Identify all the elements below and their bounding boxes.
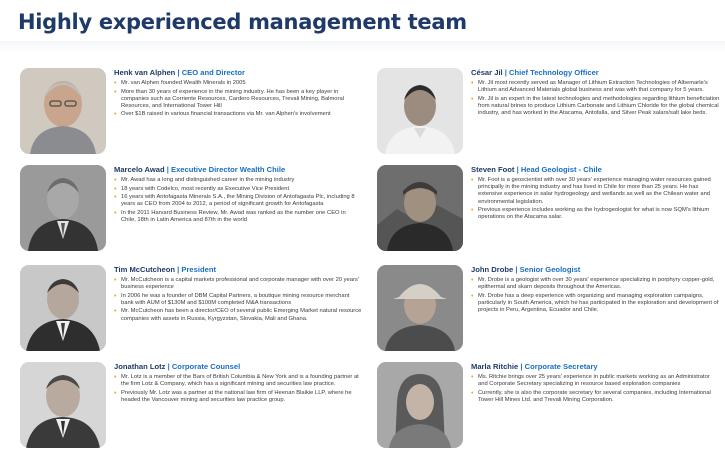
- person-role: Chief Technology Officer: [509, 68, 599, 77]
- bullet-icon: •: [114, 209, 117, 217]
- bullet-icon: •: [471, 95, 474, 103]
- portrait-photo: [20, 362, 106, 448]
- bullet-icon: •: [114, 88, 117, 96]
- bullet-icon: •: [471, 80, 474, 87]
- bio-bullet: • Ms. Ritchie brings over 25 years' experience in public markets working as an Administrator and Corporate Secretary specializing in resource based exploration companies: [471, 374, 710, 388]
- portrait-photo: [377, 68, 463, 154]
- bullet-icon: •: [471, 389, 474, 397]
- portrait-photo: [377, 165, 463, 251]
- person-role: Corporate Secretary: [524, 362, 598, 371]
- person-name: Jonathan Lotz: [114, 362, 166, 371]
- bio-bullet: • Mr. Drobe is a geologist with over 30 years' experience specializing in porphyry copper-gold, epithermal and skarn deposits throughout the Americas.: [471, 277, 715, 291]
- bullet-icon: •: [114, 185, 117, 193]
- person-role: President: [181, 265, 217, 274]
- bullet-icon: •: [114, 374, 117, 381]
- portrait-photo: [377, 362, 463, 448]
- bullet-icon: •: [471, 374, 474, 381]
- person-role: Senior Geologist: [519, 265, 581, 274]
- bio-bullet: • Currently, she is also the corporate secretary for several companies, including International Tower Hill Mines Ltd. and Trevali Mining Corporation.: [471, 389, 711, 403]
- bullet-icon: •: [471, 177, 474, 184]
- bullet-icon: •: [114, 308, 117, 316]
- bio-bullet: • Previously Mr. Lotz was a partner at the national law firm of Heenan Blaikie LLP, where he headed the Vancouver mining and securities law practice group.: [114, 389, 352, 403]
- bio-bullet: • 16 years with Antofagasta Minerals S.A., the Mining Division of Antofagasta Plc, including 8 years as CEO from 2004 to 2012, a period of significant growth for Antofagasta: [114, 194, 355, 208]
- person-name: Tim McCutcheon: [114, 265, 176, 274]
- person-name: John Drobe: [471, 265, 514, 274]
- portrait-photo: [20, 68, 106, 154]
- person-name: Marcelo Awad: [114, 165, 165, 174]
- page-title: Highly experienced management team: [18, 10, 467, 34]
- bullet-icon: •: [471, 277, 474, 284]
- bullet-icon: •: [114, 277, 117, 284]
- person-role: Corporate Counsel: [171, 362, 241, 371]
- bullet-icon: •: [114, 177, 117, 184]
- bullet-icon: •: [114, 80, 117, 87]
- bio-bullet: • Mr. Drobe has a deep experience with organizing and managing exploration campaigns, particularly in South America, which he has participated in the exploration and development of projects in Peru, Argentina, Ecuador and Chile.: [471, 292, 719, 314]
- bio-bullet: • Mr. McCutcheon is a capital markets professional and corporate manager with over 20 years' business experience: [114, 277, 359, 291]
- bio-bullet: • Mr. McCutcheon has been a director/CEO of several public Emerging Market natural resource companies with assets in Russia, Kyrgyzstan, Slovakia, Mali and Ghana.: [114, 308, 362, 322]
- person-role: Head Geologist - Chile: [520, 165, 602, 174]
- bio-bullet: • Mr. Jil is an expert in the latest technologies and methodologies regarding lithium beneficiation from natural brines to produce Lithium Carbonate and Lithium Chloride for the global chemical industry, and has worked in the Atacama, Antofalla, and Silver Peak salars/salt lake beds.: [471, 95, 720, 117]
- bio-bullet: • Over $1B raised in various financial transactions via Mr. van Alphen's involvement: [114, 111, 331, 119]
- bio-bullet: • In 2006 he was a founder of DBM Capital Partners, a boutique mining resource merchant bank with AUM of $130M and $100M completed M&A transactions: [114, 292, 350, 306]
- bullet-icon: •: [114, 194, 117, 201]
- bio-bullet: • Mr. Awad has a long and distinguished career in the mining industry: [114, 177, 295, 184]
- bio-bullet: • Mr. van Alphen founded Wealth Minerals in 2005: [114, 80, 246, 87]
- bullet-icon: •: [114, 292, 117, 300]
- bio-bullet: • More than 30 years of experience in the mining industry. He has been a key player in companies such as Corriente Resources, Cardero Resources, Trevali Mining, Balmoral Resources, and International Tower Hill: [114, 88, 344, 109]
- bio-bullet: • 18 years with Codelco, most recently as Executive Vice President: [114, 185, 290, 193]
- person-role: CEO and Director: [181, 68, 245, 77]
- person-name: Henk van Alphen: [114, 68, 176, 77]
- bullet-icon: •: [114, 389, 117, 397]
- portrait-photo: [20, 265, 106, 351]
- bio-bullet: • Mr. Foot is a geoscientist with over 30 years' experience managing water resources gained principally in the mining industry and has lived in Chile for more than 25 years. He has extensive experience in salar hydrogeology and wetlands as well as the Chilean water and environmental legislation.: [471, 177, 711, 205]
- bio-bullet: • Mr. Jil most recently served as Manager of Lithium Extraction Technologies of Albemarle's Lithium and Advanced Materials global business and was with that company for 5 years.: [471, 80, 708, 94]
- bio-bullet: • Previous experience includes working as the hydrogeologist for what is now SQM's lithium operations on the Atacama salar.: [471, 207, 710, 221]
- bio-bullet: • In the 2011 Harvard Business Review, Mr. Awad was ranked as the number one CEO in Chile, 18th in Latin America and 87th in the world: [114, 209, 346, 223]
- title-underline-band: [0, 41, 725, 53]
- person-name: César Jil: [471, 68, 503, 77]
- bullet-icon: •: [471, 207, 474, 215]
- portrait-photo: [377, 265, 463, 351]
- bullet-icon: •: [114, 111, 117, 119]
- bullet-icon: •: [471, 292, 474, 300]
- person-name: Marla Ritchie: [471, 362, 519, 371]
- portrait-photo: [20, 165, 106, 251]
- person-name: Steven Foot: [471, 165, 515, 174]
- person-role: Executive Director Wealth Chile: [171, 165, 286, 174]
- bio-bullet: • Mr. Lotz is a member of the Bars of British Columbia & New York and is a founding partner at the firm Lotz & Company, which has a significant mining and securities law practice.: [114, 374, 359, 388]
